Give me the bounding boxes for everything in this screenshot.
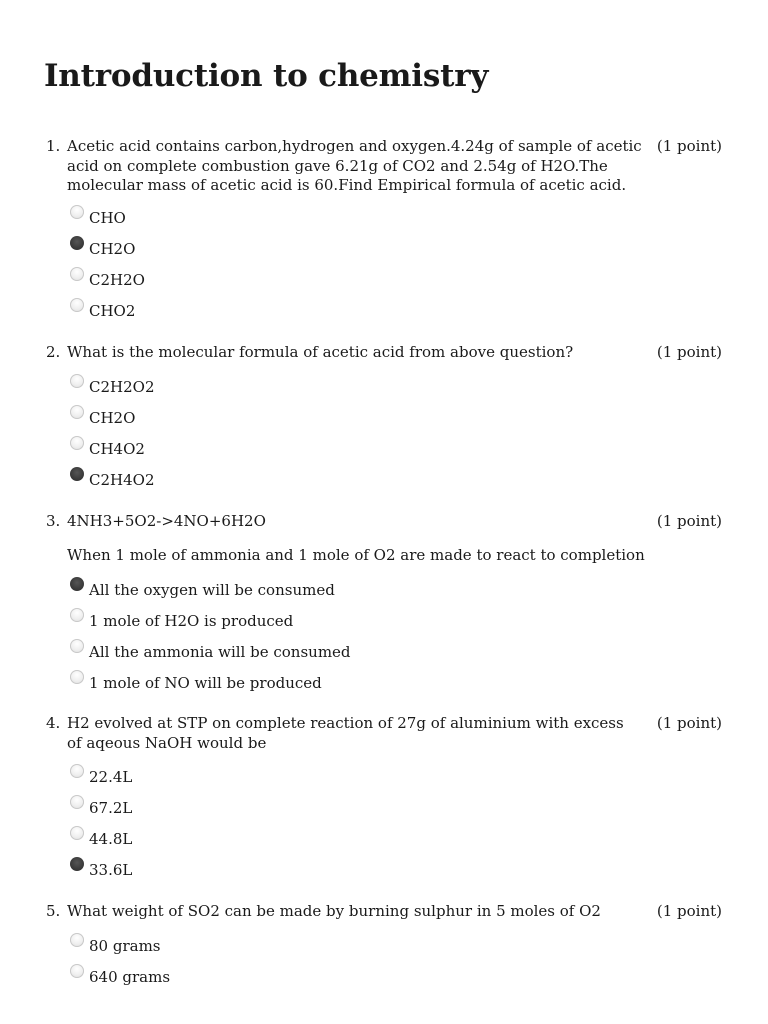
- option-label: CH4O2: [89, 440, 145, 458]
- question-number: 4.: [46, 714, 61, 732]
- question-points: (1 point): [656, 343, 722, 361]
- option-label: 44.8L: [89, 830, 133, 848]
- question-text: What weight of SO2 can be made by burning sulphur in 5 moles of O2: [67, 902, 601, 920]
- question-points: (1 point): [656, 714, 722, 732]
- radio-icon[interactable]: [70, 670, 84, 684]
- radio-icon[interactable]: [70, 236, 84, 250]
- radio-icon[interactable]: [70, 436, 84, 450]
- question-number: 2.: [46, 343, 61, 361]
- radio-icon[interactable]: [70, 205, 84, 219]
- question-subtext: When 1 mole of ammonia and 1 mole of O2 are made to react to completion: [67, 546, 645, 564]
- option-label: 67.2L: [89, 799, 133, 817]
- option-label: C2H4O2: [89, 471, 155, 489]
- option-label: 1 mole of H2O is produced: [89, 612, 294, 630]
- question-text: What is the molecular formula of acetic acid from above question?: [67, 343, 574, 361]
- radio-icon[interactable]: [70, 639, 84, 653]
- option-label: 33.6L: [89, 861, 133, 879]
- question-points: (1 point): [656, 902, 722, 920]
- radio-icon[interactable]: [70, 577, 84, 591]
- question-points: (1 point): [656, 512, 722, 530]
- question-number: 3.: [46, 512, 61, 530]
- radio-icon[interactable]: [70, 764, 84, 778]
- option-label: All the oxygen will be consumed: [89, 581, 335, 599]
- option-label: CHO: [89, 209, 126, 227]
- option-label: All the ammonia will be consumed: [89, 643, 351, 661]
- radio-icon[interactable]: [70, 964, 84, 978]
- question-text: 4NH3+5O2->4NO+6H2O: [67, 512, 266, 530]
- option-label: 1 mole of NO will be produced: [89, 674, 322, 692]
- question-text: H2 evolved at STP on complete reaction of 27g of aluminium with excess of aqeous NaOH would be: [67, 714, 624, 752]
- radio-icon[interactable]: [70, 405, 84, 419]
- radio-icon[interactable]: [70, 608, 84, 622]
- radio-icon[interactable]: [70, 298, 84, 312]
- radio-icon[interactable]: [70, 933, 84, 947]
- radio-icon[interactable]: [70, 374, 84, 388]
- option-label: 640 grams: [89, 968, 171, 986]
- radio-icon[interactable]: [70, 826, 84, 840]
- option-label: CH2O: [89, 409, 136, 427]
- radio-icon[interactable]: [70, 857, 84, 871]
- option-label: CHO2: [89, 302, 136, 320]
- option-label: CH2O: [89, 240, 136, 258]
- option-label: 80 grams: [89, 937, 161, 955]
- option-label: C2H2O: [89, 271, 145, 289]
- question-points: (1 point): [656, 137, 722, 155]
- option-label: 22.4L: [89, 768, 133, 786]
- question-number: 5.: [46, 902, 61, 920]
- radio-icon[interactable]: [70, 267, 84, 281]
- radio-icon[interactable]: [70, 467, 84, 481]
- option-label: C2H2O2: [89, 378, 155, 396]
- page-title: Introduction to chemistry: [44, 58, 489, 94]
- radio-icon[interactable]: [70, 795, 84, 809]
- question-number: 1.: [46, 137, 61, 155]
- question-text: Acetic acid contains carbon,hydrogen and oxygen.4.24g of sample of acetic acid on complete combustion gave 6.21g of CO2 and 2.54g of H2O.The molecular mass of acetic acid is 60.Find Empirical formula of acetic acid.: [67, 137, 642, 194]
